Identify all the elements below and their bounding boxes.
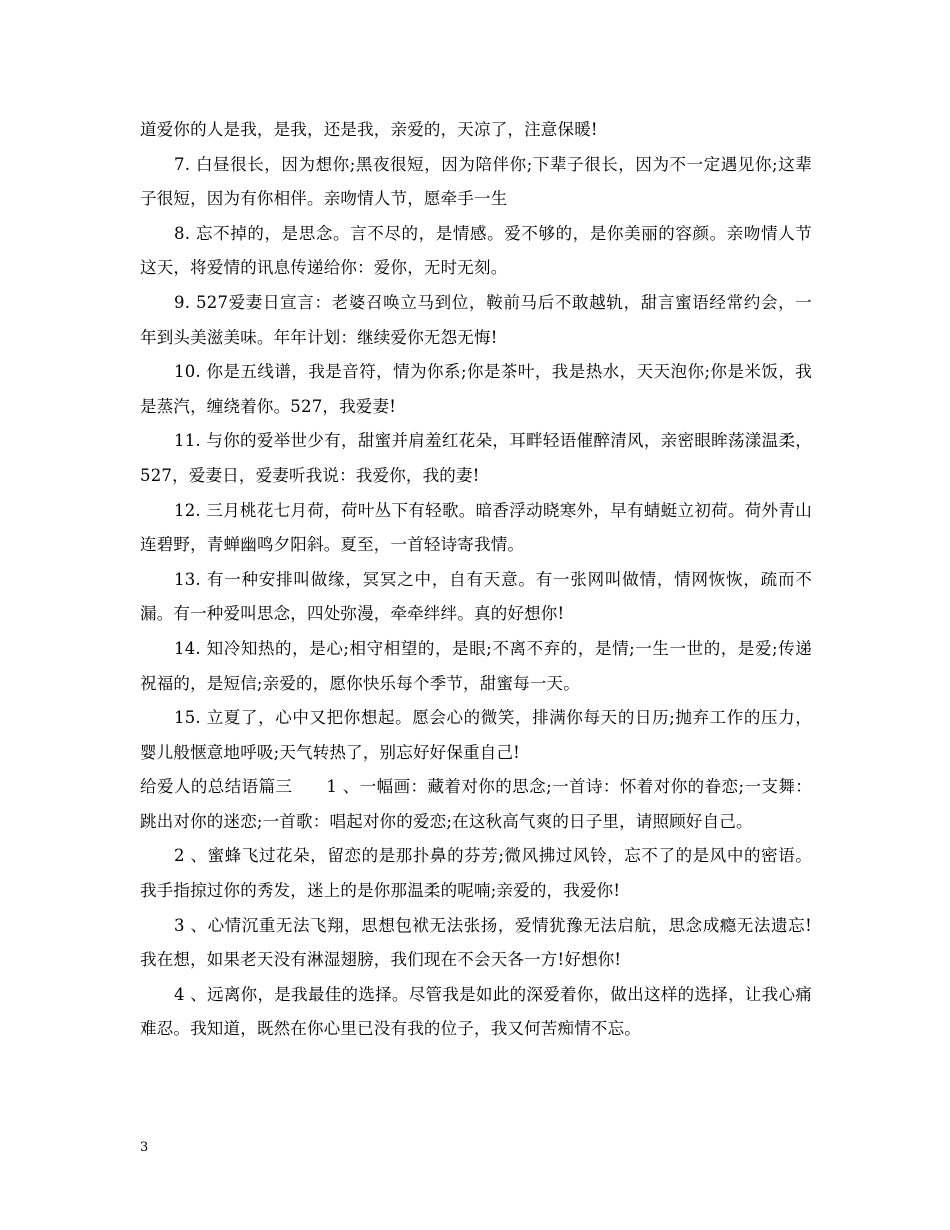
paragraph-9: 15. 立夏了，心中又把你想起。愿会心的微笑，排满你每天的日历;抛弃工作的压力，婴儿般惬意地呼吸;天气转热了，别忘好好保重自己! — [140, 708, 812, 762]
page-number: 3 — [140, 1140, 149, 1155]
paragraph-6: 12. 三月桃花七月荷，荷叶丛下有轻歌。暗香浮动晓寒外，早有蜻蜓立初荷。荷外青山连碧野，青蝉幽鸣夕阳斜。夏至，一首轻诗寄我情。 — [140, 500, 812, 555]
document-body — [140, 113, 812, 1047]
section-heading-paragraph: 给爱人的总结语篇三 1 、一幅画：藏着对你的思念;一首诗：怀着对你的眷恋;一支舞：跳出对你的迷恋;一首歌：唱起对你的爱恋;在这秋高气爽的日子里，请照顾好自己。 — [140, 777, 812, 831]
paragraph-7: 13. 有一种安排叫做缘，冥冥之中，自有天意。有一张网叫做情，情网恢恢，疏而不漏。有一种爱叫思念，四处弥漫，牵牵绊绊。真的好想你! — [140, 569, 812, 624]
paragraph-5: 11. 与你的爱举世少有，甜蜜并肩羞红花朵，耳畔轻语催醉清风，亲密眼眸荡漾温柔，527，爱妻日，爱妻听我说：我爱你，我的妻! — [140, 431, 812, 485]
paragraph-11: 2 、蜜蜂飞过花朵，留恋的是那扑鼻的芬芳;微风拂过风铃，忘不了的是风中的密语。我手指掠过你的秀发，迷上的是你那温柔的呢喃;亲爱的，我爱你! — [140, 846, 812, 901]
paragraph-1: 7. 白昼很长，因为想你;黑夜很短，因为陪伴你;下辈子很长，因为不一定遇见你;这辈子很短，因为有你相伴。亲吻情人节，愿牵手一生 — [140, 154, 812, 209]
paragraph-12: 3 、心情沉重无法飞翔，思想包袱无法张扬，爱情犹豫无法启航，思念成瘾无法遗忘!我在想，如果老天没有淋湿翅膀，我们现在不会天各一方!好想你! — [140, 915, 812, 970]
paragraph-4: 10. 你是五线谱，我是音符，情为你系;你是茶叶，我是热水，天天泡你;你是米饭，我是蒸汽，缠绕着你。527，我爱妻! — [140, 362, 812, 416]
paragraph-3: 9. 527爱妻日宣言：老婆召唤立马到位，鞍前马后不敢越轨，甜言蜜语经常约会，一年到头美滋美味。年年计划：继续爱你无怨无悔! — [140, 292, 812, 347]
paragraph-2: 8. 忘不掉的，是思念。言不尽的，是情感。爱不够的，是你美丽的容颜。亲吻情人节这天，将爱情的讯息传递给你：爱你，无时无刻。 — [140, 223, 812, 278]
paragraph-0: 道爱你的人是我，是我，还是我，亲爱的，天凉了，注意保暖! — [140, 120, 598, 139]
paragraph-8: 14. 知冷知热的，是心;相守相望的，是眼;不离不弃的，是情;一生一世的，是爱;传递祝福的，是短信;亲爱的，愿你快乐每个季节，甜蜜每一天。 — [140, 638, 812, 693]
paragraph-13: 4 、远离你，是我最佳的选择。尽管我是如此的深爱着你，做出这样的选择，让我心痛难忍。我知道，既然在你心里已没有我的位子，我又何苦痴情不忘。 — [140, 984, 812, 1039]
